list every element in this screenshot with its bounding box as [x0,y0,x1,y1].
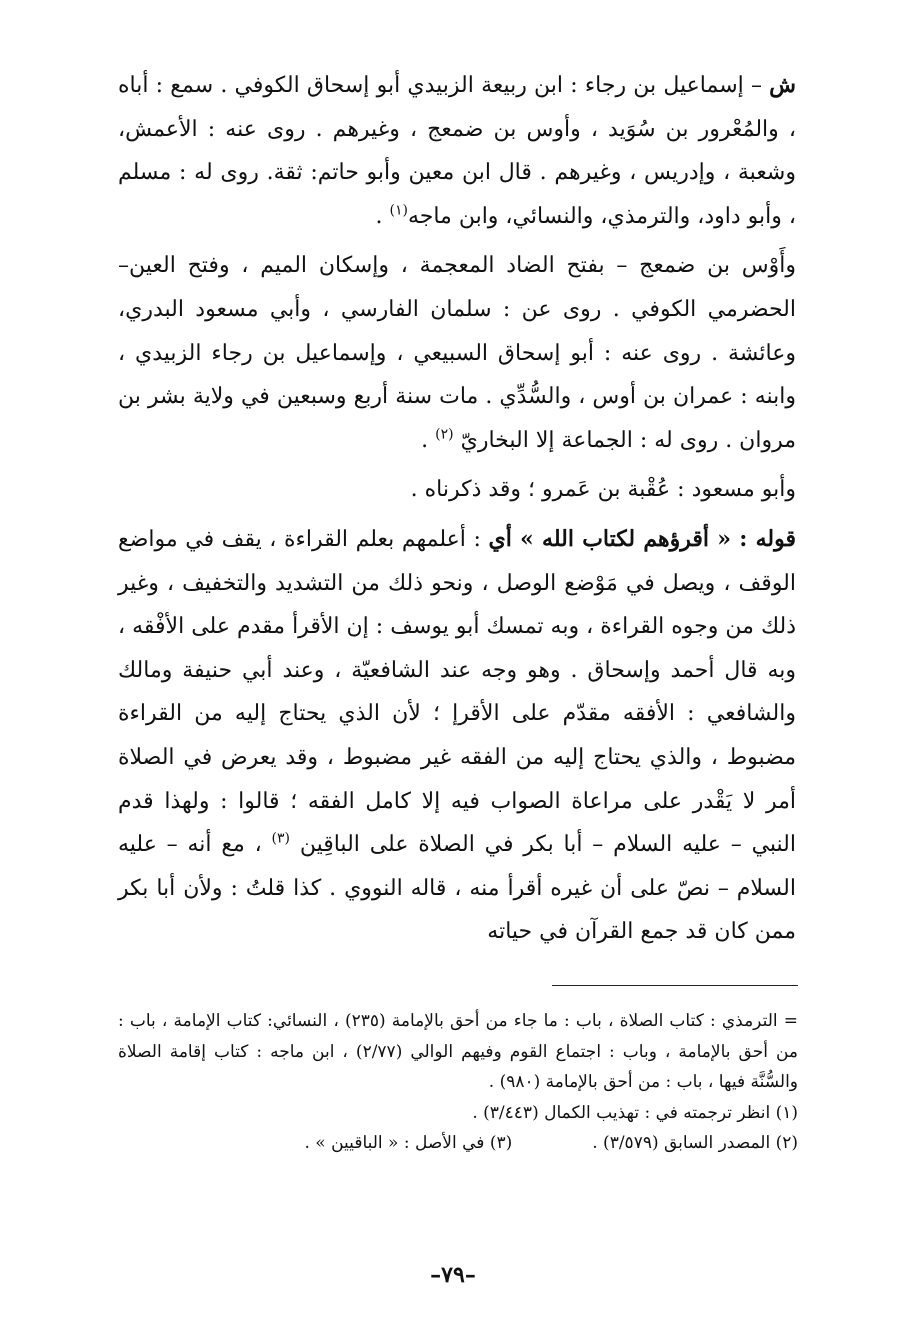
footnote-ref-1[interactable]: (١) [389,202,408,219]
paragraph-text: – إسماعيل بن رجاء : ابن ربيعة الزبيدي أبو إسحاق الكوفي . سمع : أباه ، والمُعْرور بن سُوَيد ، وأوس بن ضمعج ، وغيرهم . روى عنه : الأعمش، وشعبة ، وإدريس ، وغيرهم . قال ابن معين وأبو حاتم: ثقة. روى له : مسلم ، وأبو داود، والترمذي، والنسائي، وابن ماجه [118,73,796,229]
footnote-separator [552,985,798,986]
paragraph-end: . [421,427,436,453]
paragraph-aqrauhum [118,518,796,954]
paragraph-end: . [375,203,390,229]
paragraph-abu-masud: وأبو مسعود : عُقْبة بن عَمرو ؛ وقد ذكرناه . [410,477,796,503]
paragraph-text: وأَوْس بن ضمعج – بفتح الضاد المعجمة ، وإسكان الميم ، وفتح العين– الحضرمي الكوفي . روى عن : سلمان الفارسي ، وأبي مسعود البدري، وعائشة . روى عنه : أبو إسحاق السبيعي ، وإسماعيل بن رجاء الزبيدي ، وابنه : عمران بن أوس ، والسُّدِّي . مات سنة أربع وسبعين في ولاية بشر بن مروان . روى له : الجماعة إلا البخاريّ [118,253,796,453]
footnote-row [118,1128,798,1159]
footnote-3: (٣) في الأصل : « الباقيين » . [304,1133,513,1153]
page-number: –٧٩– [430,1262,476,1288]
paragraph-ismail-bin-raja [118,64,796,238]
footnote-continuation: = الترمذي : كتاب الصلاة ، باب : ما جاء من أحق بالإمامة (٢٣٥) ، النسائي: كتاب الإمامة ، باب : من أحق بالإمامة ، وباب : اجتماع القوم وفيهم الوالي (٢/٧٧) ، ابن ماجه : كتاب إقامة الصلاة والسُّنَّة فيها ، باب : من أحق بالإمامة (٩٨٠) . [118,1011,798,1092]
footnote-2: (٢) المصدر السابق (٣/٥٧٩) . [592,1133,798,1153]
paragraph-aws-bin-damaj [118,244,796,462]
main-text [118,64,796,954]
footnote-ref-2[interactable]: (٢) [435,426,454,443]
footnotes [118,1006,798,1159]
paragraph-text: : أعلمهم بعلم القراءة ، يقف في مواضع الوقف ، ويصل في مَوْضع الوصل ، ونحو ذلك من التشديد والتخفيف ، وغير ذلك من وجوه القراءة ، وبه تمسك أبو يوسف : إن الأقرأ مقدم على الأفْقه ، وبه قال أحمد وإسحاق . وهو وجه عند الشافعيّة ، وعند أبي حنيفة ومالك والشافعي : الأفقه مقدّم على الأقرإ ؛ لأن الذي يحتاج إليه من القراءة مضبوط ، والذي يحتاج إليه من الفقه غير مضبوط ، وقد يعرض في الصلاة أمر لا يَقْدر على مراعاة الصواب فيه إلا كامل الفقه ؛ قالوا : ولهذا قدم النبي – عليه السلام – أبا بكر في الصلاة على الباقِين [118,526,796,858]
paragraph-text-tail: ، مع أنه – عليه السلام – نصّ على أن غيره أقرأ منه ، قاله النووي . كذا قلتُ : ولأن أبا بكر ممن كان قد جمع القرآن في حياته [118,832,796,945]
commentary-marker: ش [769,72,796,98]
footnote-ref-3[interactable]: (٣) [271,830,291,847]
footnote-1: (١) انظر ترجمته في : تهذيب الكمال (٣/٤٤٣) . [472,1102,798,1123]
quoted-hadith-phrase: قوله : « أقرؤهم لكتاب الله » أي [488,525,796,552]
